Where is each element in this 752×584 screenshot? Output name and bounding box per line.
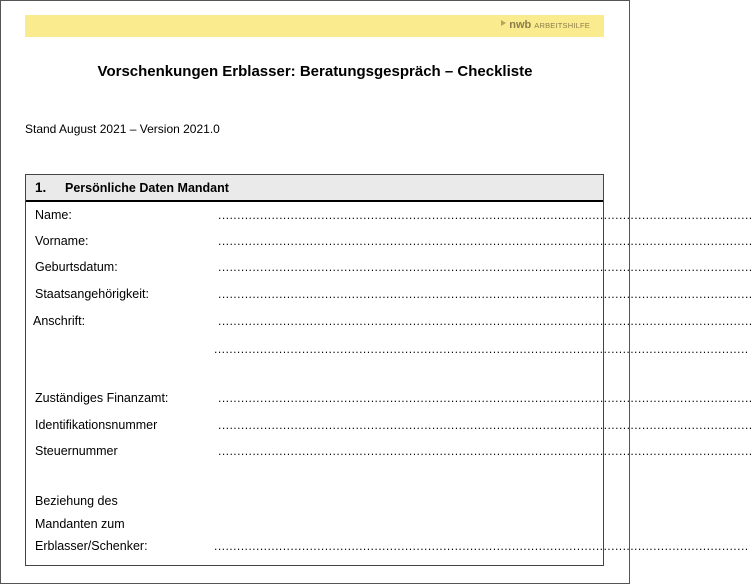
brand-name: nwb <box>509 19 532 31</box>
fill-line[interactable]: ............................................................................................................................................ <box>217 238 752 248</box>
fill-line[interactable]: ............................................................................................................................................ <box>217 422 752 432</box>
field-row-beziehung <box>26 539 748 557</box>
field-label: Identifikationsnummer <box>35 418 158 432</box>
fill-line[interactable]: ............................................................................................................................................ <box>217 395 752 405</box>
field-label: Geburtsdatum: <box>35 260 118 274</box>
field-row-name <box>26 208 752 226</box>
field-label: Vorname: <box>35 234 89 248</box>
field-label: Anschrift: <box>33 314 86 328</box>
brand-subtitle: ARBEITSHILFE <box>534 21 590 30</box>
field-row-staatsangehoerigkeit <box>26 287 752 305</box>
field-label: Beziehung des <box>35 494 118 508</box>
field-label: Staatsangehörigkeit: <box>35 287 149 301</box>
field-row-anschrift <box>26 314 752 332</box>
field-label: Name: <box>35 208 72 222</box>
section-number: 1. <box>35 180 47 195</box>
relation-label-line-2 <box>26 517 603 535</box>
section-header <box>26 175 603 202</box>
fill-line[interactable]: ............................................................................................................................................ <box>213 543 748 553</box>
field-label: Steuernummer <box>35 444 118 458</box>
field-label: Mandanten zum <box>35 517 125 531</box>
brand-header-bar <box>25 15 604 37</box>
field-label: Erblasser/Schenker: <box>35 539 148 553</box>
section-title: Persönliche Daten Mandant <box>65 180 229 195</box>
logo-triangle-icon <box>501 20 506 26</box>
page-title: Vorschenkungen Erblasser: Beratungsgespräch – Checkliste <box>97 63 533 80</box>
personal-data-section <box>25 174 752 566</box>
field-row-identifikationsnummer <box>26 418 752 436</box>
field-row-anschrift-2 <box>26 342 748 360</box>
fill-line[interactable]: ............................................................................................................................................ <box>217 264 752 274</box>
brand-logo <box>501 19 590 31</box>
fill-line[interactable]: ............................................................................................................................................ <box>217 212 752 222</box>
field-label: Zuständiges Finanzamt: <box>35 391 169 405</box>
relation-label-line-1 <box>26 494 603 512</box>
version-info: Stand August 2021 – Version 2021.0 <box>25 122 220 136</box>
fill-line[interactable]: ............................................................................................................................................ <box>217 318 752 328</box>
field-row-steuernummer <box>26 444 752 462</box>
fill-line[interactable]: ............................................................................................................................................ <box>217 448 752 458</box>
field-row-geburtsdatum <box>26 260 752 278</box>
fill-line[interactable]: ............................................................................................................................................ <box>217 291 752 301</box>
fill-line[interactable]: ............................................................................................................................................ <box>213 346 748 356</box>
field-row-finanzamt <box>26 391 752 409</box>
field-row-vorname <box>26 234 752 252</box>
